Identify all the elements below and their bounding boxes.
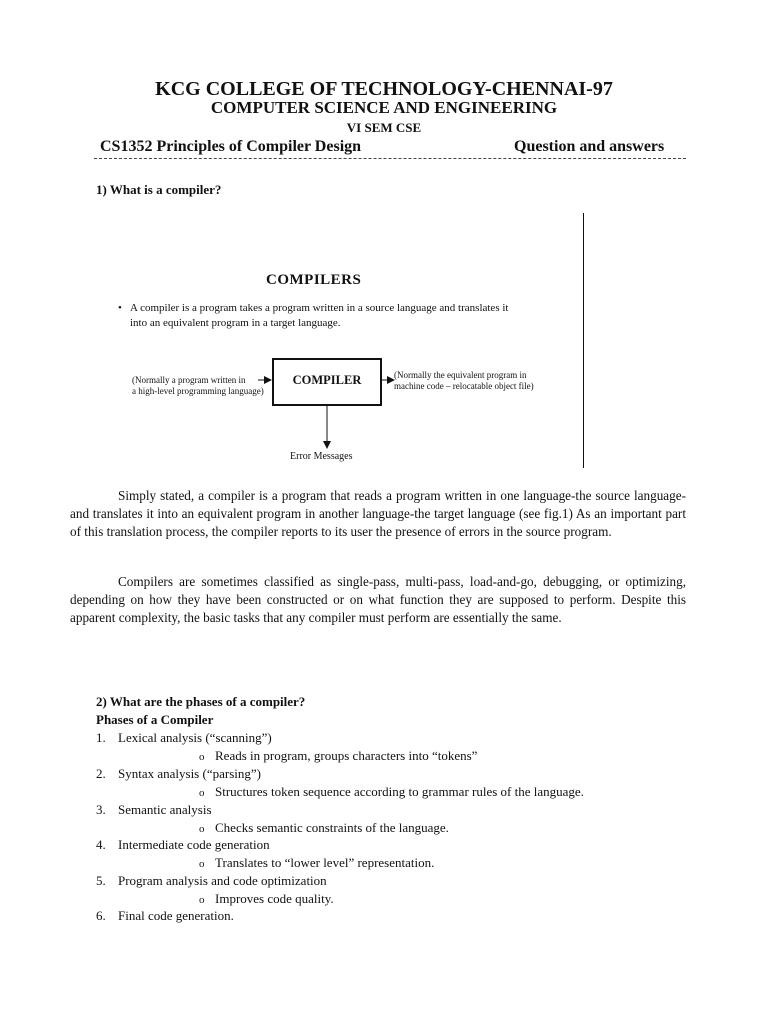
list-subitem: o Checks semantic constraints of the language. bbox=[199, 820, 449, 835]
question-2: 2) What are the phases of a compiler? bbox=[96, 694, 306, 709]
list-subitem: o Improves code quality. bbox=[199, 891, 334, 906]
list-subitem: o Translates to “lower level” representation. bbox=[199, 855, 435, 870]
phases-subtitle: Phases of a Compiler bbox=[96, 712, 214, 727]
department-title: COMPUTER SCIENCE AND ENGINEERING bbox=[210, 98, 558, 117]
paragraph-1 bbox=[70, 487, 686, 541]
error-messages-label: Error Messages bbox=[290, 451, 353, 462]
list-item: 5. Program analysis and code optimization bbox=[96, 873, 327, 888]
paragraph-2-text: Compilers are sometimes classified as single-pass, multi-pass, load-and-go, debugging, or optimizing, depending on how they have been constructed or on what function they are supposed to perform. Despite this apparent complexity, the basic tasks that any compiler must perform are essentially the same. bbox=[70, 574, 686, 625]
bullet-icon: • bbox=[118, 302, 122, 314]
list-item: 1. Lexical analysis (“scanning”) bbox=[96, 730, 272, 745]
list-subitem: o Structures token sequence according to grammar rules of the language. bbox=[199, 784, 584, 799]
list-item: 3. Semantic analysis bbox=[96, 802, 212, 817]
list-item: 4. Intermediate code generation bbox=[96, 837, 270, 852]
figure-bullet-text: A compiler is a program takes a program written in a source language and translates it into an equivalent program in a target language. bbox=[130, 302, 509, 329]
question-1: 1) What is a compiler? bbox=[96, 182, 222, 197]
semester-label: VI SEM CSE bbox=[346, 120, 422, 135]
output-note-line-1: (Normally the equivalent program in bbox=[394, 370, 527, 380]
paragraph-1-text: Simply stated, a compiler is a program that reads a program written in one language-the source language-and translates it into an equivalent program in another language-the target language (see fig.1) As an important part of this translation process, the compiler reports to its user the presence of errors in the source program. bbox=[70, 488, 686, 539]
list-item: 6. Final code generation. bbox=[96, 908, 234, 923]
phases-list bbox=[96, 729, 736, 929]
figure-title: COMPILERS bbox=[266, 272, 362, 288]
input-note-line-2: a high-level programming language) bbox=[132, 386, 264, 396]
college-title: KCG COLLEGE OF TECHNOLOGY-CHENNAI-97 bbox=[155, 78, 613, 100]
list-subitem: o Reads in program, groups characters into “tokens” bbox=[199, 748, 478, 763]
doc-type-label: Question and answers bbox=[514, 138, 665, 155]
course-title: CS1352 Principles of Compiler Design bbox=[100, 138, 362, 155]
output-note-line-2: machine code – relocatable object file) bbox=[394, 381, 534, 391]
compiler-box-label: COMPILER bbox=[292, 373, 362, 387]
paragraph-2 bbox=[70, 573, 686, 627]
input-note-line-1: (Normally a program written in bbox=[132, 375, 246, 385]
list-item: 2. Syntax analysis (“parsing”) bbox=[96, 766, 261, 781]
